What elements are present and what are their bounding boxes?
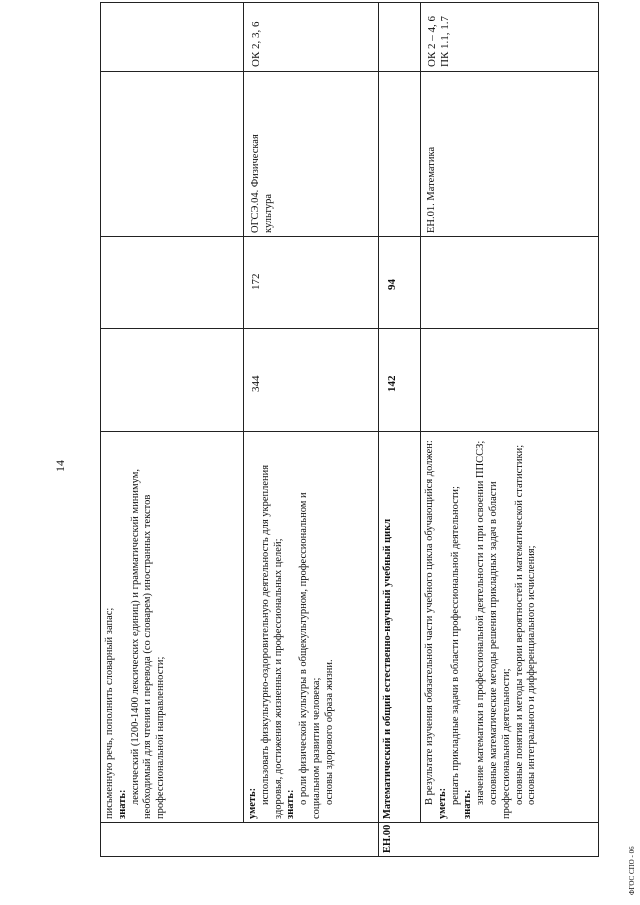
row-mathematics-description	[424, 437, 596, 819]
table-row-divider	[420, 2, 421, 823]
curriculum-table	[100, 2, 598, 857]
table-row-divider	[243, 2, 244, 823]
table-border-bottom	[598, 2, 599, 857]
table-col-divider	[100, 328, 598, 329]
section-label: Математический и общий естественно-научный учебный цикл	[382, 518, 393, 819]
description-paragraph: основы здорового образа жизни.	[323, 659, 335, 805]
description-paragraph: решать прикладные задачи в области профессиональной деятельности;	[449, 486, 461, 805]
row-cycle-required-hours: 94	[386, 279, 398, 290]
row-cycle-code: ЕН.00	[382, 824, 393, 853]
row-foreign-language-description	[104, 437, 239, 819]
table-col-divider	[100, 431, 598, 432]
description-paragraph: В результате изучения обязательной части учебного цикла обучающийся должен:	[424, 440, 435, 805]
table-border-right	[100, 2, 598, 3]
section-label: знать:	[285, 789, 297, 819]
section-label: уметь:	[247, 787, 258, 819]
description-paragraph: о роли физической культуры в общекультурном, профессиональном и социальном развитии человека;	[298, 492, 322, 819]
row-physical-culture-required-hours: 172	[250, 273, 262, 290]
description-paragraph: использовать физкультурно-оздоровительную деятельность для укрепления здоровья, достижения жизненных и профессиональных целей;	[259, 464, 284, 819]
table-border-top	[100, 2, 101, 857]
description-paragraph: значение математики в профессиональной деятельности и при освоении ППССЗ;	[475, 440, 487, 805]
description-paragraph: письменную речь, пополнить словарный запас;	[104, 607, 115, 819]
row-physical-culture-description	[247, 437, 375, 819]
table-col-divider	[100, 71, 598, 72]
description-paragraph: лексический (1200-1400 лексических единиц) и грамматический минимум, необходимый для чтения и перевода (со словарем) иностранных текстов профессиональной направленности;	[129, 468, 167, 819]
section-label: знать:	[116, 789, 128, 819]
description-paragraph: основы интегрального и дифференциального исчисления;	[526, 545, 538, 805]
table-row-divider	[378, 2, 379, 857]
row-physical-culture-discipline: ОГСЭ.04. Физическая культура	[250, 134, 274, 233]
table-border-left	[100, 856, 598, 857]
section-label: уметь:	[436, 787, 448, 819]
footer-standard-label: ФГОС СПО - 06	[628, 846, 636, 895]
section-label: знать:	[462, 789, 474, 819]
table-col-divider	[100, 236, 598, 237]
row-physical-culture-competences: ОК 2, 3, 6	[250, 21, 262, 67]
row-cycle-max-hours: 142	[386, 375, 398, 392]
page-number: 14	[53, 460, 67, 472]
row-mathematics-competences: ОК 2 – 4, 6 ПК 1.1, 1.7	[426, 15, 451, 67]
table-col-divider	[100, 822, 598, 823]
row-cycle-title	[382, 437, 418, 819]
description-paragraph: основные понятия и методы теории вероятностей и математической статистики;	[513, 444, 525, 805]
row-mathematics-discipline: ЕН.01. Математика	[426, 146, 437, 233]
description-paragraph: основные математические методы решения прикладных задач в области профессиональной деятельности;	[487, 481, 512, 819]
row-physical-culture-max-hours: 344	[250, 375, 262, 392]
